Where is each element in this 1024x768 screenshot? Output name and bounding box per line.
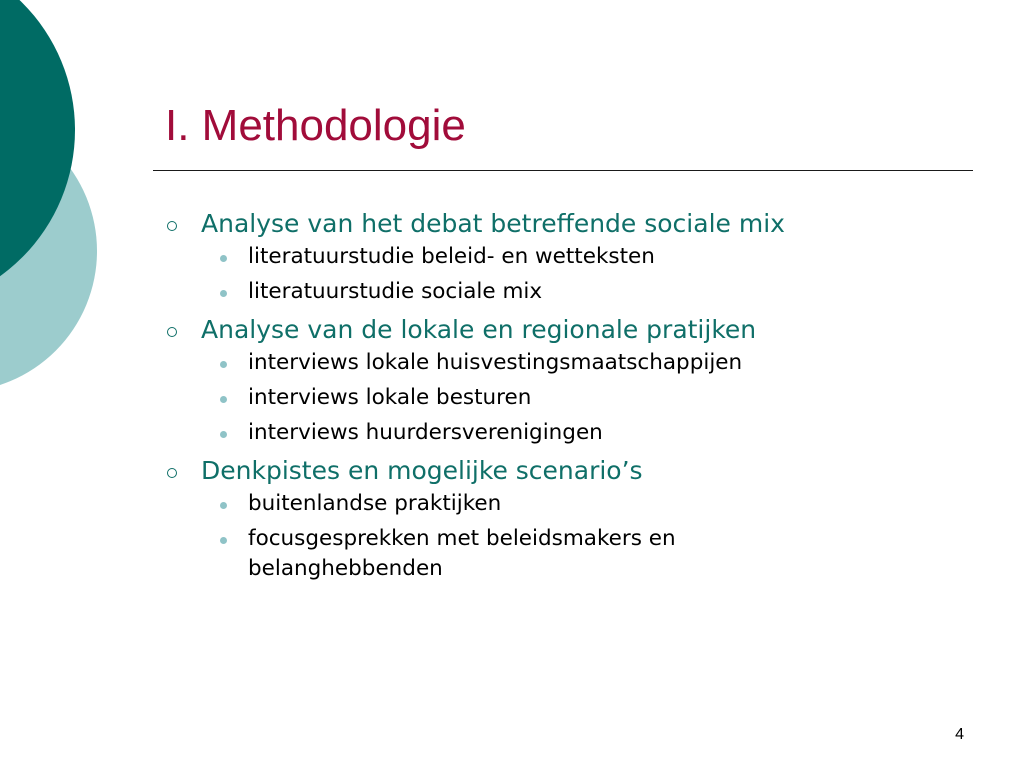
title-divider — [153, 170, 973, 171]
sub-bullet-item — [163, 489, 983, 519]
slide-title: I. Methodologie — [165, 101, 466, 150]
dot-bullet-icon — [220, 502, 227, 509]
bullet-text: Analyse van het debat betreffende sociale mix — [201, 209, 785, 238]
dot-bullet-icon — [220, 290, 227, 297]
sub-bullet-text: interviews huurdersverenigingen — [248, 420, 603, 445]
sub-bullet-text: literatuurstudie sociale mix — [248, 279, 543, 304]
sub-bullet-text: focusgesprekken met beleidsmakers en belanghebbenden — [248, 526, 676, 581]
bullet-text: Analyse van de lokale en regionale pratijken — [201, 315, 757, 344]
bullet-text: Denkpistes en mogelijke scenario’s — [201, 456, 643, 485]
dot-bullet-icon — [220, 255, 227, 262]
hollow-circle-bullet-icon — [167, 221, 177, 231]
dot-bullet-icon — [220, 361, 227, 368]
hollow-circle-bullet-icon — [167, 468, 177, 478]
sub-bullet-item — [163, 524, 983, 584]
page-number: 4 — [955, 726, 964, 743]
sub-bullet-item — [163, 383, 983, 413]
dot-bullet-icon — [220, 537, 227, 544]
bullet-item — [163, 453, 983, 489]
sub-bullet-text: interviews lokale huisvestingsmaatschappijen — [248, 350, 743, 375]
dot-bullet-icon — [220, 431, 227, 438]
sub-bullet-item — [163, 418, 983, 448]
sub-bullet-text: buitenlandse praktijken — [248, 491, 502, 516]
bullet-item — [163, 206, 983, 242]
sub-bullet-item — [163, 242, 983, 272]
bullet-item — [163, 312, 983, 348]
sub-bullet-item — [163, 277, 983, 307]
dot-bullet-icon — [220, 396, 227, 403]
sub-bullet-item — [163, 348, 983, 378]
sub-bullet-text: literatuurstudie beleid- en wetteksten — [248, 244, 655, 269]
sub-bullet-text: interviews lokale besturen — [248, 385, 532, 410]
hollow-circle-bullet-icon — [167, 327, 177, 337]
bullet-list — [163, 206, 983, 589]
